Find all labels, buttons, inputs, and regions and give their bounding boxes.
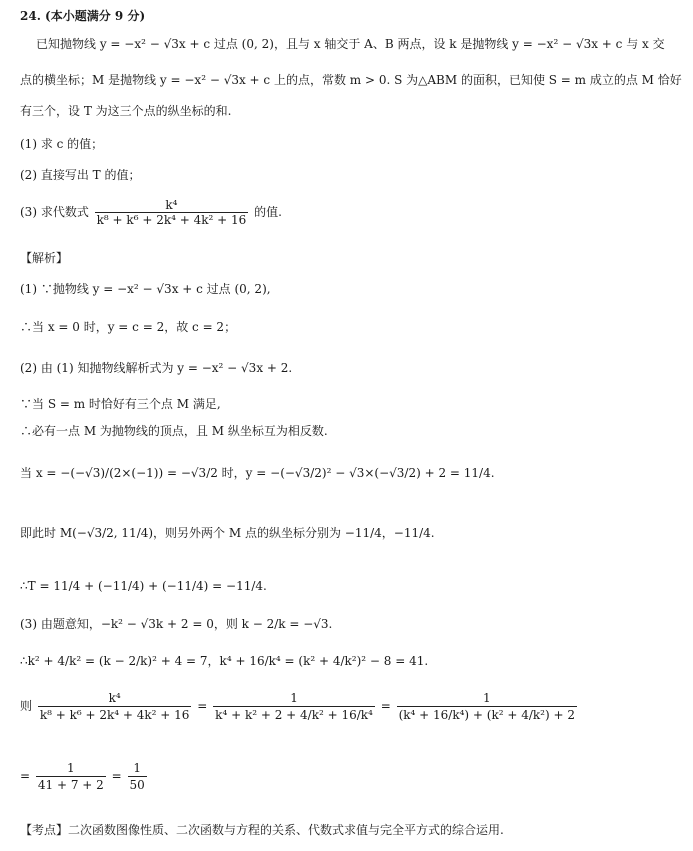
s12-f1-denominator: 41 + 7 + 2 [37, 778, 104, 792]
s11-f2-numerator: 1 [290, 691, 298, 705]
analysis-step-9: (3) 由题意知，−k² − √3k + 2 = 0，则 k − 2/k = −√3. [20, 617, 333, 631]
analysis-step-12 [20, 760, 685, 793]
s11-fraction-1 [38, 690, 192, 723]
s11-f2-denominator: k⁴ + k² + 2 + 4/k² + 16/k⁴ [215, 708, 373, 722]
s11-f3-denominator: (k⁴ + 16/k⁴) + (k² + 4/k²) + 2 [398, 708, 575, 722]
s12-f2-numerator: 1 [133, 761, 141, 775]
analysis-step-11 [20, 690, 685, 723]
s12-fraction-1 [36, 760, 106, 793]
q3-numerator: k⁴ [165, 198, 178, 212]
q3-denominator: k⁸ + k⁶ + 2k⁴ + 4k² + 16 [96, 213, 247, 227]
s11-f1-numerator: k⁴ [108, 691, 121, 705]
problem-line-3: 有三个，设 T 为这三个点的纵坐标的和. [20, 104, 232, 118]
analysis-step-5: ∴必有一点 M 为抛物线的顶点，且 M 纵坐标互为相反数. [20, 424, 328, 438]
analysis-step-10: ∴k² + 4/k² = (k − 2/k)² + 4 = 7，k⁴ + 16/k⁴ = (k² + 4/k²)² − 8 = 41. [20, 654, 429, 668]
s11-fraction-3 [397, 690, 577, 723]
question-header: 24. (本小题满分 9 分) [20, 9, 146, 23]
analysis-title: 【解析】 [20, 251, 69, 265]
question-1: (1) 求 c 的值； [20, 137, 104, 151]
s11-f3-numerator: 1 [482, 691, 491, 705]
problem-line-1: 已知抛物线 y = −x² − √3x + c 过点 (0, 2)，且与 x 轴交于 A、B 两点，设 k 是抛物线 y = −x² − √3x + c 与 x 交 [36, 37, 665, 51]
analysis-step-8: ∴T = 11/4 + (−11/4) + (−11/4) = −11/4. [20, 579, 267, 593]
q3-prefix: (3) 求代数式 [20, 205, 89, 219]
question-2: (2) 直接写出 T 的值； [20, 168, 141, 182]
problem-line-2: 点的横坐标；M 是抛物线 y = −x² − √3x + c 上的点，常数 m > 0. S 为△ABM 的面积，已知使 S = m 成立的点 M 恰好 [20, 73, 682, 87]
s11-f1-denominator: k⁸ + k⁶ + 2k⁴ + 4k² + 16 [39, 708, 190, 722]
s11-equals-2: = [380, 699, 391, 713]
analysis-step-4: ∵当 S = m 时恰好有三个点 M 满足, [20, 397, 221, 411]
analysis-step-3: (2) 由 (1) 知抛物线解析式为 y = −x² − √3x + 2. [20, 361, 293, 375]
s12-f2-denominator: 50 [129, 778, 145, 792]
analysis-step-6: 当 x = −(−√3)/(2×(−1)) = −√3/2 时，y = −(−√3/2)² − √3×(−√3/2) + 2 = 11/4. [20, 466, 495, 480]
analysis-step-2: ∴当 x = 0 时，y = c = 2，故 c = 2； [20, 320, 237, 334]
s12-prefix: = [20, 769, 31, 783]
q3-fraction [95, 198, 249, 227]
s12-equals: = [111, 769, 122, 783]
s12-fraction-2 [128, 760, 147, 793]
kaodian-note: 【考点】二次函数图像性质、二次函数与方程的关系、代数式求值与完全平方式的综合运用. [20, 823, 504, 837]
s11-prefix: 则 [20, 699, 33, 713]
question-3 [20, 198, 685, 227]
q3-suffix: 的值. [254, 205, 282, 219]
s11-fraction-2 [213, 690, 375, 723]
s11-equals-1: = [197, 699, 208, 713]
analysis-step-7: 即此时 M(−√3/2, 11/4)，则另外两个 M 点的纵坐标分别为 −11/4，−11/4. [20, 526, 435, 540]
s12-f1-numerator: 1 [67, 761, 75, 775]
analysis-step-1: (1) ∵抛物线 y = −x² − √3x + c 过点 (0, 2), [20, 282, 271, 296]
